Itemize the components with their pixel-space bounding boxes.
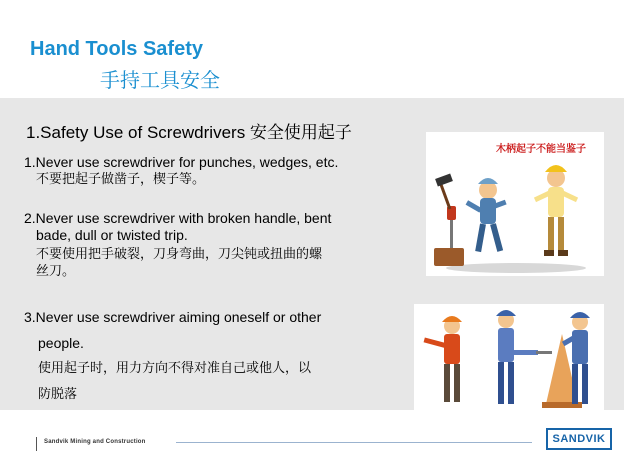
item-text-en: 1.Never use screwdriver for punches, wedges, etc. <box>24 154 339 170</box>
item-text-zh-cont: 丝刀。 <box>36 264 76 279</box>
footer-divider <box>36 437 37 451</box>
list-item <box>24 154 338 188</box>
list-item <box>24 210 331 280</box>
section-title: 1.Safety Use of Screwdrivers 安全使用起子 <box>26 123 352 142</box>
illustration-aiming-danger <box>414 304 604 414</box>
illustration-caption: 木柄起子不能当鉴子 <box>496 144 586 155</box>
item-text-en: 2.Never use screwdriver with broken handle, bent <box>24 210 332 226</box>
item-text-en-cont: people. <box>38 335 84 351</box>
item-text-zh: 不要把起子做凿子，楔子等。 <box>36 172 206 187</box>
page-title-zh: 手持工具安全 <box>100 68 220 92</box>
cartoon-aiming-image <box>414 304 604 414</box>
item-text-zh: 使用起子时，用力方向不得对准自己或他人，以 <box>38 361 312 376</box>
footer-rule <box>176 442 532 443</box>
footer-company: Sandvik Mining and Construction <box>44 439 146 445</box>
sandvik-logo <box>546 428 612 450</box>
item-text-zh-cont: 防脱落 <box>38 387 78 402</box>
item-text-zh: 不要使用把手破裂，刀身弯曲，刀尖钝或扭曲的螺 <box>36 247 323 262</box>
item-text-en-cont: bade, dull or twisted trip. <box>36 227 188 243</box>
item-text-en: 3.Never use screwdriver aiming oneself or other <box>24 309 322 325</box>
list-item <box>24 306 321 406</box>
page-title-en: Hand Tools Safety <box>30 38 203 60</box>
illustration-screwdriver-misuse <box>426 132 604 276</box>
logo-text: SANDVIK <box>552 433 606 445</box>
